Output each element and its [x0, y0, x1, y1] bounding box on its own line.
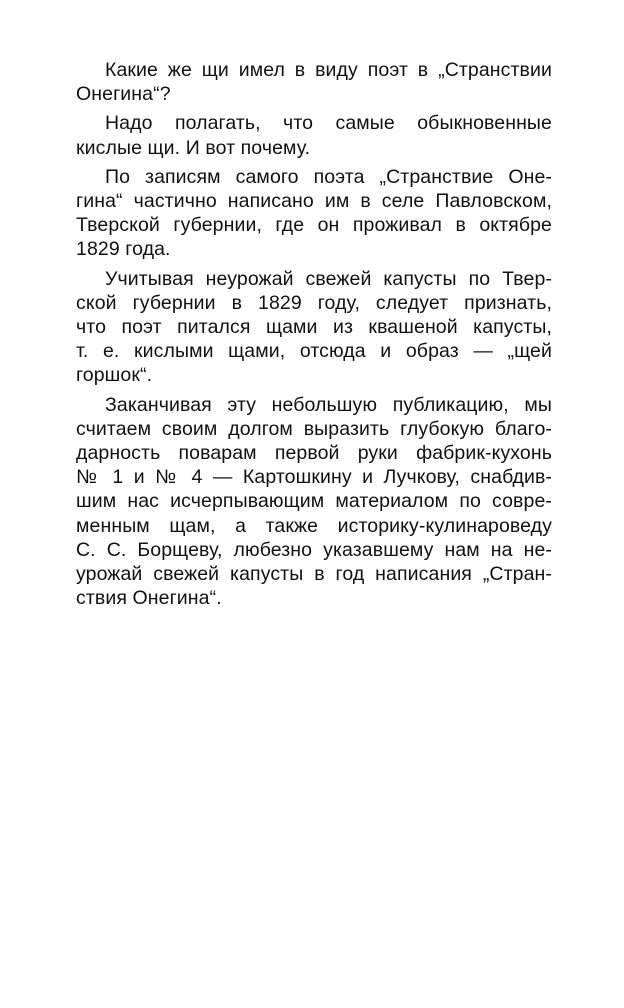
text-line: кислые щи. И вот почему. — [76, 136, 311, 159]
paragraph-2 — [76, 111, 552, 159]
text-line: По записям самого поэта „Странствие Оне- — [105, 165, 552, 188]
text-line: считаем своим долгом выразить глубокую благо- — [76, 417, 552, 440]
text-line: 1829 года. — [76, 238, 171, 261]
text-line: Надо полагать, что самые обыкновенные — [105, 112, 552, 135]
body-text — [76, 58, 552, 615]
text-line: Какие же щи имел в виду поэт в „Странствии — [105, 59, 552, 81]
text-line: дарность поварам первой руки фабрик-кухонь — [76, 442, 552, 465]
paragraph-3 — [76, 165, 552, 262]
text-line: что поэт питался щами из квашеной капусты, — [76, 316, 552, 339]
text-line: С. С. Борщеву, любезно указавшему нам на не- — [76, 538, 552, 561]
text-line: ствия Онегина“. — [76, 587, 222, 610]
text-line: т. е. кислыми щами, отсюда и образ — „щей — [76, 340, 552, 363]
paragraph-1 — [76, 58, 552, 106]
paragraph-4 — [76, 267, 552, 388]
text-line: шим нас исчерпывающим материалом по совре- — [76, 490, 552, 513]
text-line: № 1 и № 4 — Картошкину и Лучкову, снабдив- — [76, 466, 552, 489]
text-line: урожай свежей капусты в год написания „Стран- — [76, 563, 552, 586]
text-line: Учитывая неурожай свежей капусты по Твер- — [105, 267, 552, 290]
text-line: горшок“. — [76, 364, 153, 387]
paragraph-5 — [76, 393, 552, 611]
text-line: гина“ частично написано им в селе Павловском, — [76, 190, 552, 213]
text-line: ской губернии в 1829 году, следует признать, — [76, 291, 552, 314]
text-line: Онегина“? — [76, 83, 171, 106]
text-line: Тверской губернии, где он проживал в октябре — [76, 214, 552, 237]
text-line: Заканчивая эту небольшую публикацию, мы — [105, 393, 552, 416]
text-line: менным щам, а также историку-кулинароведу — [76, 514, 552, 537]
